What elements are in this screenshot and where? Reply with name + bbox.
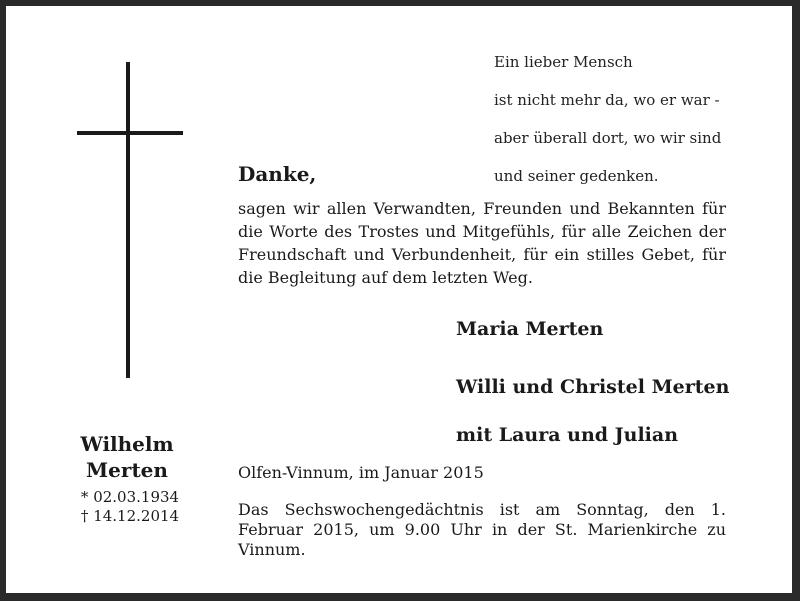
death-date: † 14.12.2014: [80, 507, 180, 525]
thanks-body: sagen wir allen Verwandten, Freunden und Bekannten für die Worte des Trostes und Mitgefühls, für alle Zeichen der Freundschaft und Verbundenheit, für ein stilles Gebet, für die Begleitung auf dem letzten Weg.: [238, 199, 726, 287]
signatory-maria: Maria Merten: [456, 318, 604, 340]
signatory-family-line: mit Laura und Julian: [456, 424, 679, 446]
service-notice: Das Sechswochengedächtnis ist am Sonntag, den 1. Februar 2015, um 9.00 Uhr in der St. Marienkirche zu Vinnum.: [238, 500, 726, 559]
deceased-name: [72, 431, 182, 483]
poem-quote: [494, 34, 721, 205]
birth-date: * 02.03.1934: [80, 488, 180, 506]
signatory-family-line: Willi und Christel Merten: [456, 376, 730, 398]
poem-line: und seiner gedenken.: [494, 167, 659, 185]
poem-line: aber überall dort, wo wir sind: [494, 129, 722, 147]
signatory-family: [456, 351, 729, 471]
cross-vertical-bar: [126, 62, 130, 378]
thanks-heading: Danke,: [238, 162, 317, 186]
place-date: Olfen-Vinnum, im Januar 2015: [238, 463, 484, 482]
deceased-last-name: Merten: [86, 458, 168, 482]
life-dates: [70, 488, 190, 526]
poem-line: Ein lieber Mensch: [494, 53, 633, 71]
poem-line: ist nicht mehr da, wo er war -: [494, 91, 720, 109]
cross-horizontal-bar: [77, 131, 183, 135]
deceased-first-name: Wilhelm: [80, 432, 174, 456]
obituary-card: [6, 6, 792, 593]
